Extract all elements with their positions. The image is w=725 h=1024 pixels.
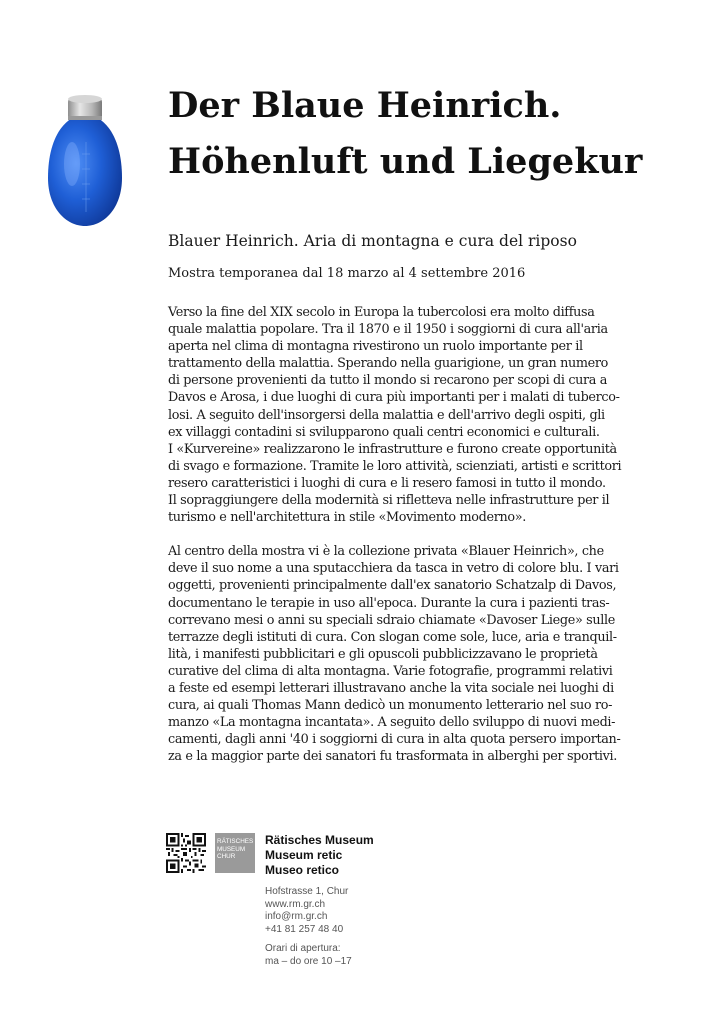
text-line: za e la maggior parte dei sanatori fu trasformata in alberghi per sportivi. [168,749,618,765]
text-line: losi. A seguito dell'insorgersi della malattia e dell'arrivo degli ospiti, gli [168,407,605,423]
text-line: documentano le terapie in uso all'epoca. Durante la cura i pazienti tras- [168,595,610,611]
museum-name: Museum retic [265,848,343,862]
museum-name: Museo retico [265,863,340,877]
text-line: aperta nel clima di montagna rivestirono un ruolo importante per il [168,339,583,355]
text-line: trattamento della malattia. Sperando nella guarigione, un gran numero [168,356,609,372]
text-line: camenti, dagli anni '40 i soggiorni di cura in alta quota persero importan- [168,732,621,748]
logo-text-line: MUSEUM [217,845,246,853]
text-line: Il sopraggiungere della modernità si rifletteva nelle infrastrutture per il [168,493,610,509]
text-line: correvano mesi o anni su speciali sdraio chiamate «Davoser Liege» sulle [168,612,615,628]
exhibition-dates: Mostra temporanea dal 18 marzo al 4 settembre 2016 [168,266,526,281]
qr-code-icon [166,833,206,873]
text-line: manzo «La montagna incantata». A seguito dello sviluppo di nuovi medi- [168,715,616,731]
paragraph [168,543,688,765]
address: Hofstrasse 1, Chur [265,886,349,897]
text-line: curative del clima di alta montagna. Varie fotografie, programmi relativi [168,663,613,679]
text-line: Verso la fine del XIX secolo in Europa la tubercolosi era molto diffusa [168,305,595,320]
opening-hours [265,943,352,968]
logo-text-line: CHUR [217,853,236,860]
text-line: resero caratteristici i luoghi di cura e li resero famosi in tutto il mondo. [168,475,606,491]
text-line: ex villaggi contadini si svilupparono quali centri economici e culturali. [168,424,600,440]
text-line: Al centro della mostra vi è la collezione privata «Blauer Heinrich», che [168,544,604,560]
title-line: Der Blaue Heinrich. [168,85,562,126]
museum-logo [215,833,255,873]
text-line: terrazze degli istituti di cura. Con slogan come sole, luce, aria e tranquil- [168,629,617,645]
title-line: Höhenluft und Liegekur [168,141,643,182]
text-line: Davos e Arosa, i due luoghi di cura più importanti per i malati di tuberco- [168,390,620,406]
contact-info [265,886,348,936]
museum-names [265,833,374,878]
blue-glass-spittoon-icon [46,94,124,228]
website-link[interactable]: www.rm.gr.ch [265,898,326,910]
museum-name: Rätisches Museum [265,833,374,847]
page-title [168,78,688,190]
text-line: turismo e nell'architettura in stile «Movimento moderno». [168,510,526,526]
text-line: oggetti, provenienti principalmente dall'ex sanatorio Schatzalp di Davos, [168,578,617,594]
text-line: di persone provenienti da tutto il mondo si recarono per scopi di cura a [168,373,608,389]
logo-text [217,838,253,861]
hours-value: ma – do ore 10 –17 [265,955,352,967]
body-text [168,304,688,782]
email-link[interactable]: info@rm.gr.ch [265,911,328,922]
hours-label: Orari di apertura: [265,943,341,954]
subtitle: Blauer Heinrich. Aria di montagna e cura del riposo [168,232,577,250]
text-line: deve il suo nome a una sputacchiera da tasca in vetro di colore blu. I vari [168,561,619,577]
text-line: a feste ed esempi letterari illustravano anche la vita sociale nei luoghi di [168,680,614,696]
logo-text-line: RÄTISCHES [217,838,254,845]
phone-number: +41 81 257 48 40 [265,923,344,935]
text-line: quale malattia popolare. Tra il 1870 e il 1950 i soggiorni di cura all'aria [168,322,608,338]
paragraph [168,304,688,526]
text-line: cura, ai quali Thomas Mann dedicò un monumento letterario nel suo ro- [168,698,613,714]
text-line: I «Kurvereine» realizzarono le infrastrutture e furono create opportunità [168,441,617,457]
text-line: di svago e formazione. Tramite le loro attività, scienziati, artisti e scrittori [168,458,622,474]
text-line: lità, i manifesti pubblicitari e gli opuscoli pubblicizzavano le proprietà [168,646,598,662]
